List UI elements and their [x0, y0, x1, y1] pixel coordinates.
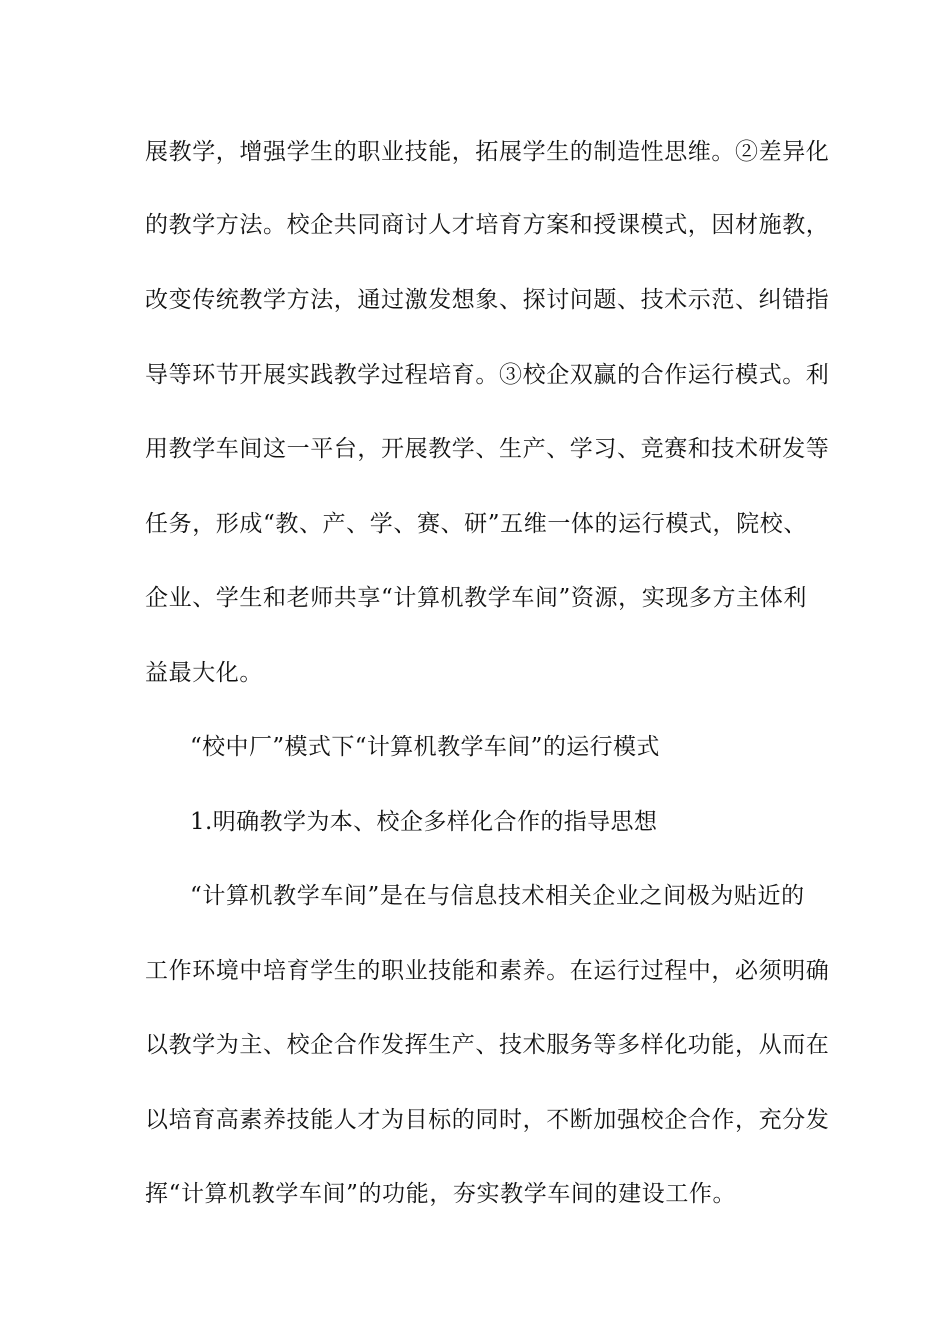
paragraph-2-line-5: 挥“计算机教学车间”的功能，夯实教学车间的建设工作。 [145, 1181, 737, 1207]
paragraph-1-line-8: 益最大化。 [145, 660, 263, 686]
paragraph-1-line-1: 展教学，增强学生的职业技能，拓展学生的制造性思维。②差异化 [145, 139, 830, 165]
paragraph-2-line-3: 以教学为主、校企合作发挥生产、技术服务等多样化功能，从而在 [145, 1032, 830, 1058]
subheading: 1.明确教学为本、校企多样化合作的指导思想 [190, 809, 658, 835]
paragraph-1-line-3: 改变传统教学方法，通过激发想象、探讨问题、技术示范、纠错指 [145, 287, 830, 313]
section-heading: “校中厂”模式下“计算机教学车间”的运行模式 [190, 734, 660, 760]
paragraph-1-line-7: 企业、学生和老师共享“计算机教学车间”资源，实现多方主体利 [145, 585, 807, 611]
paragraph-1-line-4: 导等环节开展实践教学过程培育。③校企双赢的合作运行模式。利 [145, 362, 830, 388]
paragraph-2-line-2: 工作环境中培育学生的职业技能和素养。在运行过程中，必须明确 [145, 958, 830, 984]
paragraph-1-line-5: 用教学车间这一平台，开展教学、生产、学习、竞赛和技术研发等 [145, 436, 830, 462]
paragraph-2-line-4: 以培育高素养技能人才为目标的同时，不断加强校企合作，充分发 [145, 1107, 830, 1133]
paragraph-1-line-6: 任务，形成“教、产、学、赛、研”五维一体的运行模式，院校、 [145, 511, 807, 537]
paragraph-2-line-1: “计算机教学车间”是在与信息技术相关企业之间极为贴近的 [190, 883, 805, 909]
paragraph-1-line-2: 的教学方法。校企共同商讨人才培育方案和授课模式，因材施教， [145, 212, 830, 238]
